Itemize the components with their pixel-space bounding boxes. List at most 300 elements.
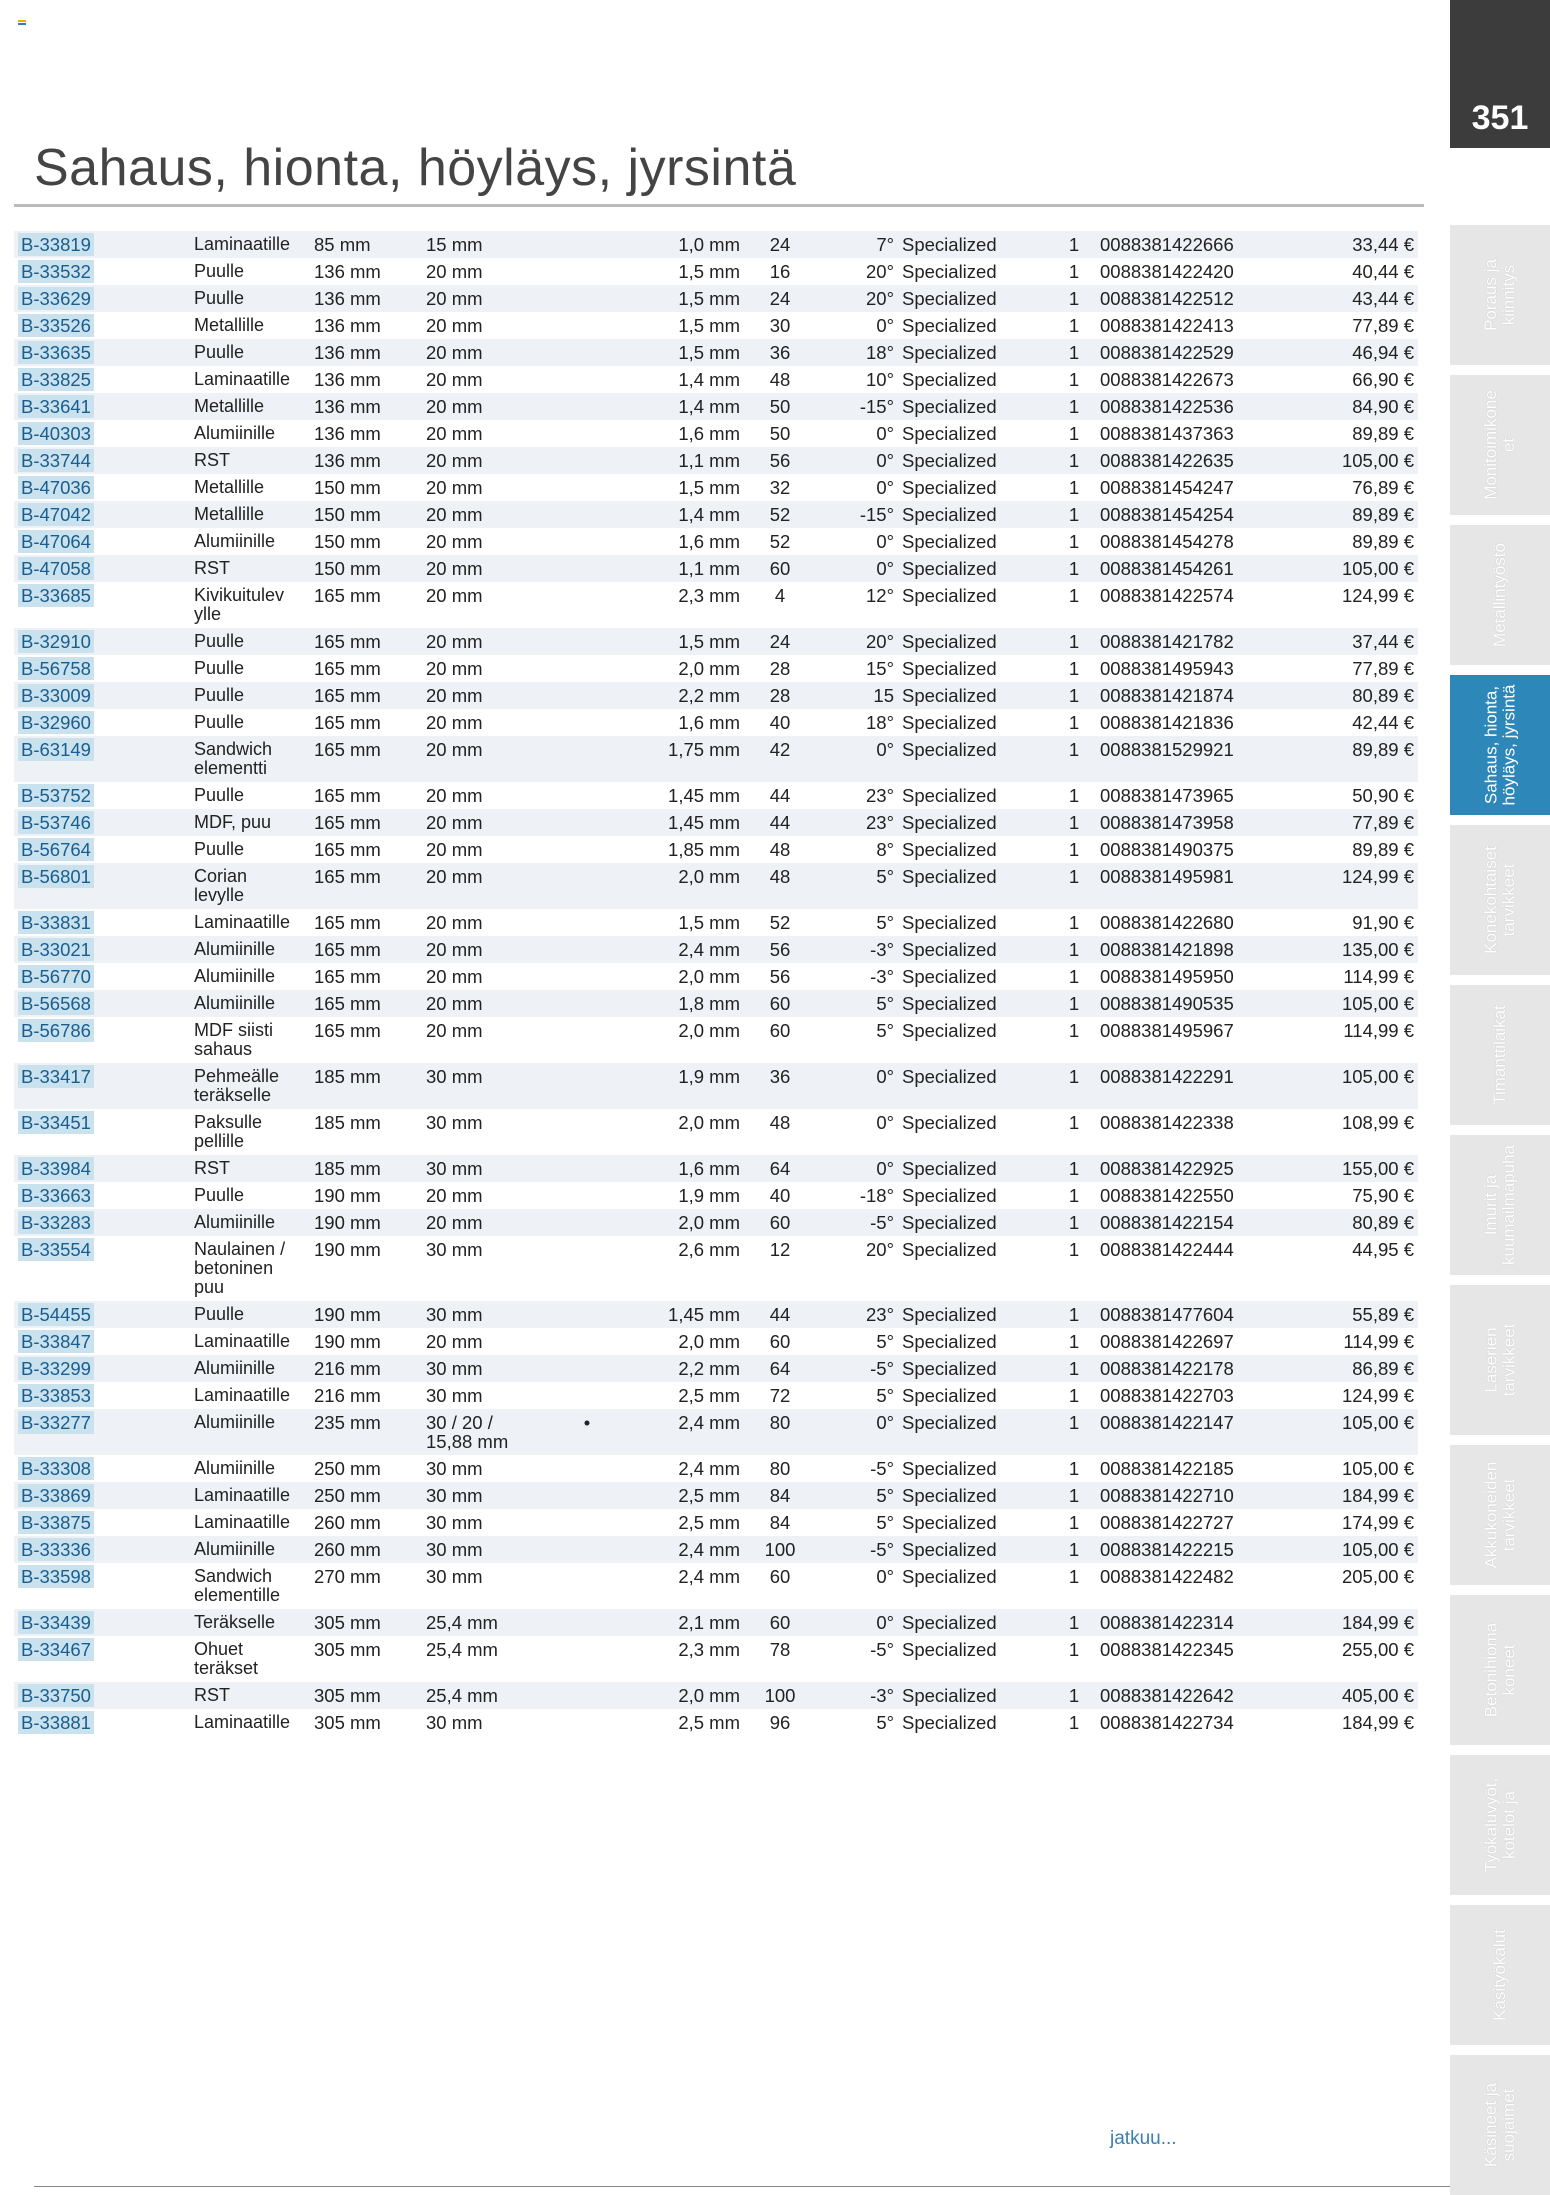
- cell-angle: 10°: [866, 369, 894, 390]
- cell-bore: 20 mm: [426, 839, 483, 860]
- cell-price: 50,90 €: [1352, 785, 1414, 806]
- cell-material: Sandwich elementille: [194, 1566, 281, 1605]
- cell-qty: 1: [1068, 966, 1080, 987]
- cell-material: Paksulle pellille: [194, 1112, 263, 1151]
- cell-ean: 0088381454254: [1096, 501, 1284, 528]
- cell-thickness: 2,4 mm: [632, 1536, 744, 1563]
- cell-angle: 5°: [816, 1482, 898, 1509]
- table-row: [14, 736, 1418, 782]
- cell-diameter: 136 mm: [310, 285, 422, 312]
- cell-code: [14, 1182, 190, 1209]
- cell-material: RST: [190, 1155, 310, 1182]
- cell-thickness: 1,85 mm: [668, 839, 740, 860]
- cell-ean: 0088381422314: [1096, 1609, 1284, 1636]
- cell-dot: [542, 836, 632, 863]
- section-tab[interactable]: [1450, 1905, 1550, 2045]
- cell-material: Alumiinille: [190, 1209, 310, 1236]
- cell-angle: 5°: [876, 1385, 894, 1406]
- cell-type: Specialized: [898, 1155, 1052, 1182]
- cell-diameter: 136 mm: [314, 261, 381, 282]
- cell-dot: [542, 393, 632, 420]
- cell-code: [14, 1155, 190, 1182]
- product-code: B-33641: [18, 395, 94, 418]
- cell-diameter: 250 mm: [310, 1482, 422, 1509]
- cell-angle: -3°: [816, 936, 898, 963]
- cell-price: 135,00 €: [1284, 936, 1418, 963]
- cell-teeth: 44: [744, 809, 816, 836]
- section-tab[interactable]: [1450, 1135, 1550, 1275]
- cell-angle: -5°: [816, 1536, 898, 1563]
- cell-bore: 20 mm: [422, 285, 542, 312]
- cell-thickness: 2,5 mm: [678, 1385, 740, 1406]
- cell-diameter: 305 mm: [314, 1712, 381, 1733]
- cell-thickness: 2,5 mm: [632, 1482, 744, 1509]
- cell-price: 255,00 €: [1341, 1639, 1414, 1660]
- cell-angle: 15°: [866, 658, 894, 679]
- cell-ean: 0088381422345: [1100, 1639, 1234, 1660]
- table-row: [14, 258, 1418, 285]
- table-row: [14, 528, 1418, 555]
- product-code: B-33875: [18, 1511, 94, 1534]
- cell-bore: 30 mm: [426, 1239, 483, 1260]
- cell-code: [14, 863, 190, 909]
- section-tab[interactable]: [1450, 985, 1550, 1125]
- cell-thickness: 2,6 mm: [678, 1239, 740, 1260]
- cell-dot: [542, 736, 632, 782]
- cell-dot: [542, 285, 632, 312]
- cell-price: 77,89 €: [1284, 809, 1418, 836]
- cell-dot: [542, 936, 632, 963]
- cell-qty: 1: [1068, 658, 1080, 679]
- table-row: [14, 1455, 1418, 1482]
- cell-teeth: 24: [744, 628, 816, 655]
- cell-diameter: 136 mm: [310, 447, 422, 474]
- cell-qty: 1: [1068, 1566, 1080, 1587]
- section-tab-label: Käsineet ja suojaimet: [1481, 2082, 1518, 2168]
- cell-diameter: 165 mm: [310, 682, 422, 709]
- table-row: [14, 1382, 1418, 1409]
- cell-type: Specialized: [898, 393, 1052, 420]
- cell-material: Pehmeälle teräkselle: [190, 1063, 310, 1109]
- cell-material: Laminaatille: [194, 369, 291, 389]
- cell-dot: •: [542, 1409, 632, 1455]
- cell-price: 105,00 €: [1284, 1409, 1418, 1455]
- cell-dot: [542, 782, 632, 809]
- cell-diameter: 150 mm: [310, 555, 422, 582]
- product-code: B-53752: [18, 784, 94, 807]
- cell-thickness: 1,75 mm: [632, 736, 744, 782]
- cell-material: Alumiinille: [190, 936, 310, 963]
- cell-angle: 7°: [816, 231, 898, 258]
- cell-angle: -3°: [816, 1682, 898, 1709]
- cell-code: [14, 782, 190, 809]
- cell-angle: 5°: [816, 990, 898, 1017]
- cell-price: 124,99 €: [1341, 585, 1414, 606]
- cell-ean: 0088381422635: [1096, 447, 1284, 474]
- cell-price: 44,95 €: [1352, 1239, 1414, 1260]
- cell-dot: [542, 1109, 632, 1155]
- cell-material: Puulle: [194, 1185, 245, 1205]
- product-code: B-33554: [18, 1238, 94, 1261]
- cell-type: Specialized: [898, 1536, 1052, 1563]
- cell-ean: 0088381495950: [1100, 966, 1234, 987]
- cell-qty: 1: [1068, 1020, 1080, 1041]
- section-tab-label: Käsityökalut: [1489, 1929, 1509, 2021]
- cell-teeth: 80: [769, 1458, 791, 1479]
- cell-diameter: 165 mm: [314, 785, 381, 806]
- cell-diameter: 85 mm: [310, 231, 422, 258]
- product-code: B-33744: [18, 449, 94, 472]
- section-tab[interactable]: [1450, 225, 1550, 365]
- cell-code: [14, 1209, 190, 1236]
- cell-teeth: 72: [769, 1385, 791, 1406]
- cell-material: Puulle: [194, 712, 245, 732]
- table-row: [14, 1355, 1418, 1382]
- cell-code: [14, 582, 190, 628]
- cell-price: 114,99 €: [1343, 1331, 1414, 1352]
- cell-diameter: 136 mm: [310, 393, 422, 420]
- cell-dot: [542, 909, 632, 936]
- cell-code: [14, 1455, 190, 1482]
- table-row: [14, 963, 1418, 990]
- cell-code: [14, 339, 190, 366]
- cell-thickness: 1,6 mm: [632, 1155, 744, 1182]
- cell-thickness: 2,5 mm: [678, 1512, 740, 1533]
- cell-code: [14, 1409, 190, 1455]
- cell-price: 46,94 €: [1284, 339, 1418, 366]
- cell-diameter: 150 mm: [314, 477, 381, 498]
- product-rows: [14, 231, 1418, 1736]
- cell-price: 105,00 €: [1341, 1458, 1414, 1479]
- cell-material: Metallille: [194, 315, 265, 335]
- cell-material: Puulle: [190, 628, 310, 655]
- cell-price: 105,00 €: [1284, 990, 1418, 1017]
- table-row: [14, 474, 1418, 501]
- cell-dot: [542, 420, 632, 447]
- cell-qty: 1: [1068, 1639, 1080, 1660]
- cell-type: Specialized: [902, 1566, 997, 1587]
- cell-qty: 1: [1068, 785, 1080, 806]
- cell-thickness: 1,45 mm: [632, 809, 744, 836]
- cell-angle: 0°: [816, 1155, 898, 1182]
- product-code: B-54455: [18, 1303, 94, 1326]
- cell-ean: 0088381473965: [1100, 785, 1234, 806]
- table-row: [14, 1236, 1418, 1301]
- cell-type: Specialized: [898, 1482, 1052, 1509]
- cell-angle: -3°: [870, 966, 894, 987]
- cell-teeth: 12: [769, 1239, 791, 1260]
- cell-material: Laminaatille: [194, 1512, 291, 1532]
- cell-angle: 8°: [876, 839, 894, 860]
- cell-teeth: 60: [769, 1020, 791, 1041]
- page-title: Sahaus, hionta, höyläys, jyrsintä: [34, 139, 797, 197]
- cell-dot: [542, 709, 632, 736]
- cell-diameter: 185 mm: [310, 1063, 422, 1109]
- cell-thickness: 1,4 mm: [632, 393, 744, 420]
- cell-bore: 30 mm: [426, 1458, 483, 1479]
- cell-price: 105,00 €: [1284, 1536, 1418, 1563]
- product-code: B-33663: [18, 1184, 94, 1207]
- cell-angle: 5°: [876, 1712, 894, 1733]
- cell-type: Specialized: [902, 1239, 997, 1260]
- cell-material: Alumiinille: [194, 966, 276, 986]
- cell-diameter: 190 mm: [310, 1209, 422, 1236]
- cell-dot: [542, 1236, 632, 1301]
- table-row: [14, 1155, 1418, 1182]
- cell-teeth: 100: [744, 1536, 816, 1563]
- cell-bore: 20 mm: [422, 555, 542, 582]
- cell-bore: 20 mm: [426, 712, 483, 733]
- cell-qty: 1: [1068, 1458, 1080, 1479]
- cell-teeth: 52: [769, 531, 791, 552]
- cell-qty: 1: [1052, 682, 1096, 709]
- cell-ean: 0088381422178: [1096, 1355, 1284, 1382]
- cell-thickness: 2,4 mm: [632, 1409, 744, 1455]
- product-code: B-47042: [18, 503, 94, 526]
- cell-angle: 0°: [816, 1609, 898, 1636]
- cell-dot: [542, 1328, 632, 1355]
- product-code: B-33598: [18, 1565, 94, 1588]
- cell-material: Alumiinille: [194, 531, 276, 551]
- cell-ean: 0088381422444: [1100, 1239, 1234, 1260]
- product-code: B-33984: [18, 1157, 94, 1180]
- cell-dot: [542, 312, 632, 339]
- cell-qty: 1: [1052, 1301, 1096, 1328]
- cell-type: Specialized: [898, 1409, 1052, 1455]
- cell-thickness: 1,5 mm: [632, 339, 744, 366]
- cell-thickness: 1,1 mm: [632, 555, 744, 582]
- product-code: B-33277: [18, 1411, 94, 1434]
- cell-qty: 1: [1052, 936, 1096, 963]
- cell-angle: 0°: [816, 447, 898, 474]
- cell-thickness: 1,8 mm: [632, 990, 744, 1017]
- cell-material: Teräkselle: [190, 1609, 310, 1636]
- cell-bore: 20 mm: [422, 736, 542, 782]
- cell-diameter: 165 mm: [314, 585, 381, 606]
- section-tab-label: Akkukoneiden tarvikkeet: [1481, 1461, 1518, 1569]
- cell-dot: [542, 1017, 632, 1063]
- cell-teeth: 44: [744, 1301, 816, 1328]
- cell-dot: [542, 1563, 632, 1609]
- cell-dot: [542, 1709, 632, 1736]
- cell-bore: 30 mm: [422, 1482, 542, 1509]
- section-tab-label: Metallintyöstö: [1490, 543, 1509, 647]
- cell-bore: 20 mm: [426, 1185, 483, 1206]
- cell-type: Specialized: [902, 712, 997, 733]
- cell-ean: 0088381422185: [1100, 1458, 1234, 1479]
- section-tab[interactable]: [1450, 1445, 1550, 1585]
- cell-price: 91,90 €: [1352, 912, 1414, 933]
- cell-qty: 1: [1068, 1512, 1080, 1533]
- cell-bore: 30 / 20 / 15,88 mm: [422, 1409, 542, 1455]
- section-tab[interactable]: [1450, 2055, 1550, 2195]
- cell-qty: 1: [1068, 1712, 1080, 1733]
- cell-dot: [542, 1155, 632, 1182]
- section-tab[interactable]: [1450, 825, 1550, 975]
- cell-qty: 1: [1068, 315, 1080, 336]
- section-tab[interactable]: [1450, 1755, 1550, 1895]
- cell-dot: [542, 1536, 632, 1563]
- cell-bore: 25,4 mm: [422, 1682, 542, 1709]
- cell-type: Specialized: [902, 261, 997, 282]
- cell-type: Specialized: [902, 912, 997, 933]
- cell-ean: 0088381454261: [1096, 555, 1284, 582]
- cell-angle: 5°: [876, 1020, 894, 1041]
- cell-bore: 20 mm: [426, 369, 483, 390]
- cell-ean: 0088381437363: [1100, 423, 1234, 444]
- cell-teeth: 44: [769, 785, 791, 806]
- cell-teeth: 60: [769, 1331, 791, 1352]
- cell-material: Ohuet teräkset: [194, 1639, 259, 1678]
- cell-bore: 25,4 mm: [422, 1609, 542, 1636]
- cell-code: [14, 1328, 190, 1355]
- cell-code: [14, 990, 190, 1017]
- cell-ean: 0088381422925: [1096, 1155, 1284, 1182]
- product-code: B-33532: [18, 260, 94, 283]
- cell-ean: 0088381454247: [1100, 477, 1234, 498]
- cell-diameter: 165 mm: [314, 712, 381, 733]
- cell-code: [14, 682, 190, 709]
- table-row: [14, 1609, 1418, 1636]
- cell-type: Specialized: [902, 315, 997, 336]
- table-row: [14, 1328, 1418, 1355]
- cell-dot: [542, 1209, 632, 1236]
- cell-teeth: 78: [769, 1639, 791, 1660]
- continue-link[interactable]: jatkuu...: [1110, 2128, 1177, 2149]
- cell-qty: 1: [1068, 261, 1080, 282]
- cell-bore: 20 mm: [426, 785, 483, 806]
- table-row: [14, 501, 1418, 528]
- product-code: B-33881: [18, 1711, 94, 1734]
- cell-bore: 20 mm: [422, 809, 542, 836]
- cell-diameter: 165 mm: [314, 658, 381, 679]
- cell-ean: 0088381529921: [1096, 736, 1284, 782]
- cell-code: [14, 1563, 190, 1609]
- product-code: B-33750: [18, 1684, 94, 1707]
- cell-teeth: 52: [769, 912, 791, 933]
- cell-teeth: 52: [744, 501, 816, 528]
- cell-qty: 1: [1052, 1536, 1096, 1563]
- cell-code: [14, 1636, 190, 1682]
- section-tab-label: Konekohtaiset tarvikkeet: [1481, 846, 1518, 954]
- section-tab-label: Työkaluvyöt, kotelot ja: [1481, 1777, 1518, 1873]
- cell-type: Specialized: [898, 1209, 1052, 1236]
- cell-code: [14, 474, 190, 501]
- cell-ean: 0088381495943: [1100, 658, 1234, 679]
- cell-qty: 1: [1052, 736, 1096, 782]
- section-tab[interactable]: [1450, 1285, 1550, 1435]
- cell-material: Puulle: [190, 682, 310, 709]
- cell-teeth: 24: [744, 231, 816, 258]
- cell-type: Specialized: [902, 1020, 997, 1041]
- section-tab[interactable]: [1450, 1595, 1550, 1745]
- cell-code: [14, 393, 190, 420]
- product-code: B-33869: [18, 1484, 94, 1507]
- page-number: 351: [1471, 99, 1529, 137]
- cell-price: 55,89 €: [1284, 1301, 1418, 1328]
- cell-dot: [542, 582, 632, 628]
- cell-diameter: 165 mm: [310, 809, 422, 836]
- cell-type: Specialized: [902, 1385, 997, 1406]
- cell-qty: 1: [1052, 1209, 1096, 1236]
- product-code: B-40303: [18, 422, 94, 445]
- cell-code: [14, 736, 190, 782]
- cell-qty: 1: [1052, 990, 1096, 1017]
- cell-bore: 20 mm: [422, 682, 542, 709]
- cell-price: 89,89 €: [1352, 531, 1414, 552]
- table-row: [14, 1563, 1418, 1609]
- cell-angle: -5°: [870, 1639, 894, 1660]
- cell-dot: [542, 1063, 632, 1109]
- cell-angle: -18°: [859, 1185, 894, 1206]
- cell-code: [14, 1482, 190, 1509]
- cell-type: Specialized: [898, 1609, 1052, 1636]
- cell-angle: 0°: [816, 1409, 898, 1455]
- cell-teeth: 80: [744, 1409, 816, 1455]
- cell-material: Alumiinille: [190, 1355, 310, 1382]
- cell-angle: 5°: [876, 1512, 894, 1533]
- cell-ean: 0088381421836: [1100, 712, 1234, 733]
- cell-diameter: 165 mm: [314, 912, 381, 933]
- cell-qty: 1: [1068, 1185, 1080, 1206]
- cell-teeth: 48: [769, 369, 791, 390]
- cell-material: Puulle: [194, 839, 245, 859]
- cell-angle: 12°: [866, 585, 894, 606]
- cell-bore: 30 mm: [426, 1385, 483, 1406]
- cell-bore: 20 mm: [422, 393, 542, 420]
- cell-angle: 0°: [876, 423, 894, 444]
- cell-code: [14, 1509, 190, 1536]
- cell-type: Specialized: [898, 1301, 1052, 1328]
- cell-bore: 20 mm: [422, 1209, 542, 1236]
- cell-bore: 30 mm: [426, 1566, 483, 1587]
- product-code: B-33336: [18, 1538, 94, 1561]
- cell-code: [14, 628, 190, 655]
- section-tab[interactable]: [1450, 375, 1550, 515]
- cell-thickness: 2,4 mm: [678, 1566, 740, 1587]
- cell-angle: 23°: [866, 785, 894, 806]
- cell-thickness: 2,0 mm: [678, 1020, 740, 1041]
- table-row: [14, 1536, 1418, 1563]
- cell-diameter: 260 mm: [314, 1512, 381, 1533]
- cell-teeth: 50: [769, 423, 791, 444]
- table-row: [14, 366, 1418, 393]
- cell-diameter: 165 mm: [314, 1020, 381, 1041]
- product-code: B-33635: [18, 341, 94, 364]
- cell-code: [14, 963, 190, 990]
- cell-angle: -5°: [816, 1209, 898, 1236]
- cell-dot: [542, 1509, 632, 1536]
- cell-thickness: 1,4 mm: [632, 501, 744, 528]
- section-tab[interactable]: [1450, 525, 1550, 665]
- cell-bore: 20 mm: [426, 585, 483, 606]
- cell-type: Specialized: [902, 1185, 997, 1206]
- cell-type: Specialized: [898, 682, 1052, 709]
- cell-teeth: 64: [744, 1355, 816, 1382]
- section-tab[interactable]: [1450, 675, 1550, 815]
- cell-qty: 1: [1052, 628, 1096, 655]
- table-row: [14, 1709, 1418, 1736]
- product-code: B-56770: [18, 965, 94, 988]
- cell-price: 40,44 €: [1352, 261, 1414, 282]
- cell-price: 77,89 €: [1352, 315, 1414, 336]
- cell-diameter: 136 mm: [314, 315, 381, 336]
- cell-thickness: 1,5 mm: [678, 912, 740, 933]
- cell-dot: [542, 1382, 632, 1409]
- product-code: B-63149: [18, 738, 94, 761]
- cell-code: [14, 258, 190, 285]
- cell-price: 105,00 €: [1284, 555, 1418, 582]
